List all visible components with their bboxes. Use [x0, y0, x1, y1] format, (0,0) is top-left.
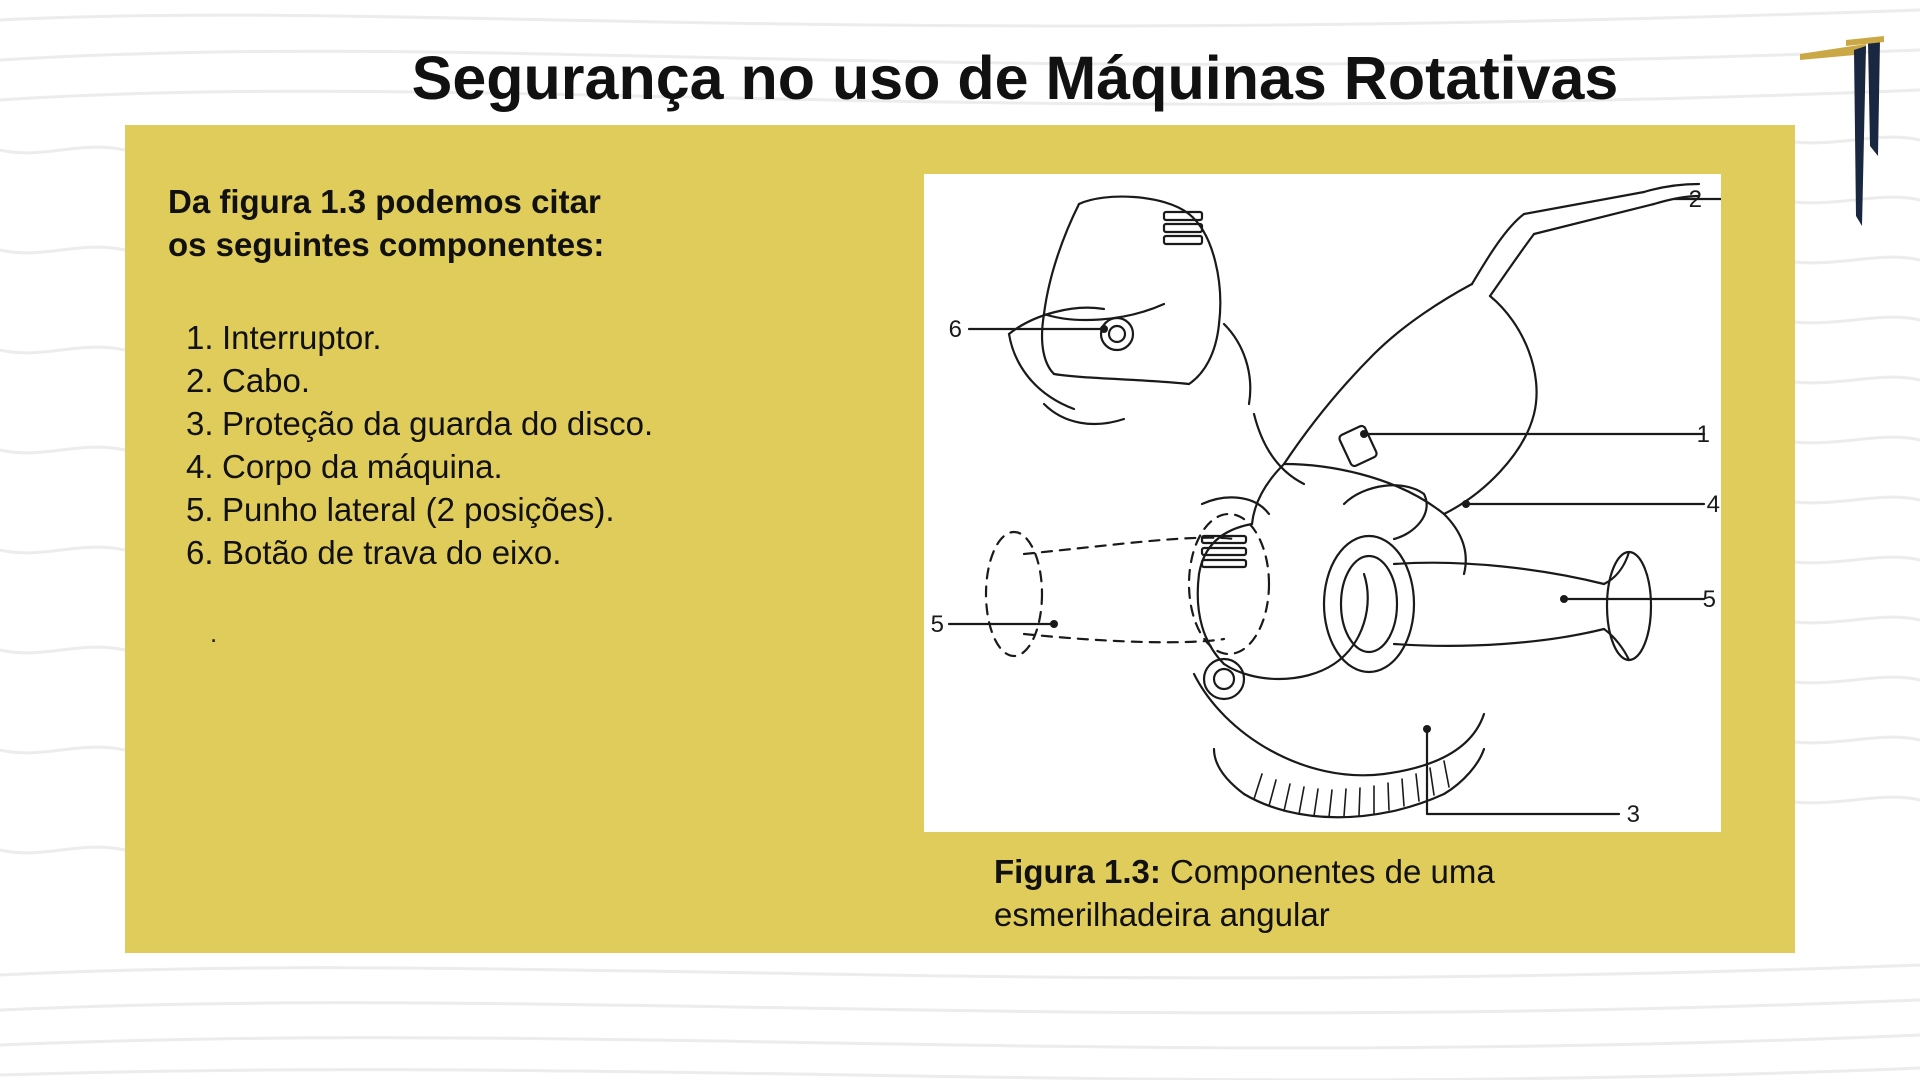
list-item-number: 3.: [186, 405, 214, 442]
callout-label: 1: [1696, 421, 1710, 448]
list-item-text: Cabo.: [222, 362, 311, 399]
callout-label: 6: [948, 316, 962, 343]
callout-label: 3: [1626, 801, 1640, 828]
list-item-number: 6.: [186, 534, 214, 571]
callout-label: 4: [1706, 491, 1720, 518]
company-logo: [1796, 36, 1886, 226]
list-item-text: Botão de trava do eixo.: [222, 534, 562, 571]
list-item: [186, 488, 653, 531]
caption-label: Figura 1.3:: [994, 853, 1161, 890]
list-item: [186, 359, 653, 402]
list-item: [186, 402, 653, 445]
intro-line-1: Da figura 1.3 podemos citar: [168, 183, 601, 220]
callout-label: 5: [930, 611, 944, 638]
list-item-number: 5.: [186, 491, 214, 528]
callout-label: 5: [1702, 586, 1716, 613]
inset-head-view: [1009, 197, 1250, 424]
components-list: [186, 316, 653, 574]
slide-title: Segurança no uso de Máquinas Rotativas: [411, 44, 1619, 112]
list-item-text: Punho lateral (2 posições).: [222, 491, 615, 528]
intro-text: [168, 180, 728, 266]
callout-label: 2: [1688, 186, 1702, 213]
angle-grinder-drawing: [924, 174, 1721, 832]
list-item-text: Interruptor.: [222, 319, 382, 356]
list-item-number: 2.: [186, 362, 214, 399]
list-item: [186, 316, 653, 359]
list-item-text: Proteção da guarda do disco.: [222, 405, 654, 442]
list-item-number: 1.: [186, 319, 214, 356]
caption-text: Componentes de uma esmerilhadeira angular: [994, 853, 1495, 933]
list-item: [186, 531, 653, 574]
stray-dot: .: [210, 618, 218, 648]
figure-caption: [994, 850, 1634, 936]
list-item-text: Corpo da máquina.: [222, 448, 503, 485]
figure-image: [924, 174, 1721, 832]
list-item-number: 4.: [186, 448, 214, 485]
list-item: [186, 445, 653, 488]
intro-line-2: os seguintes componentes:: [168, 226, 605, 263]
